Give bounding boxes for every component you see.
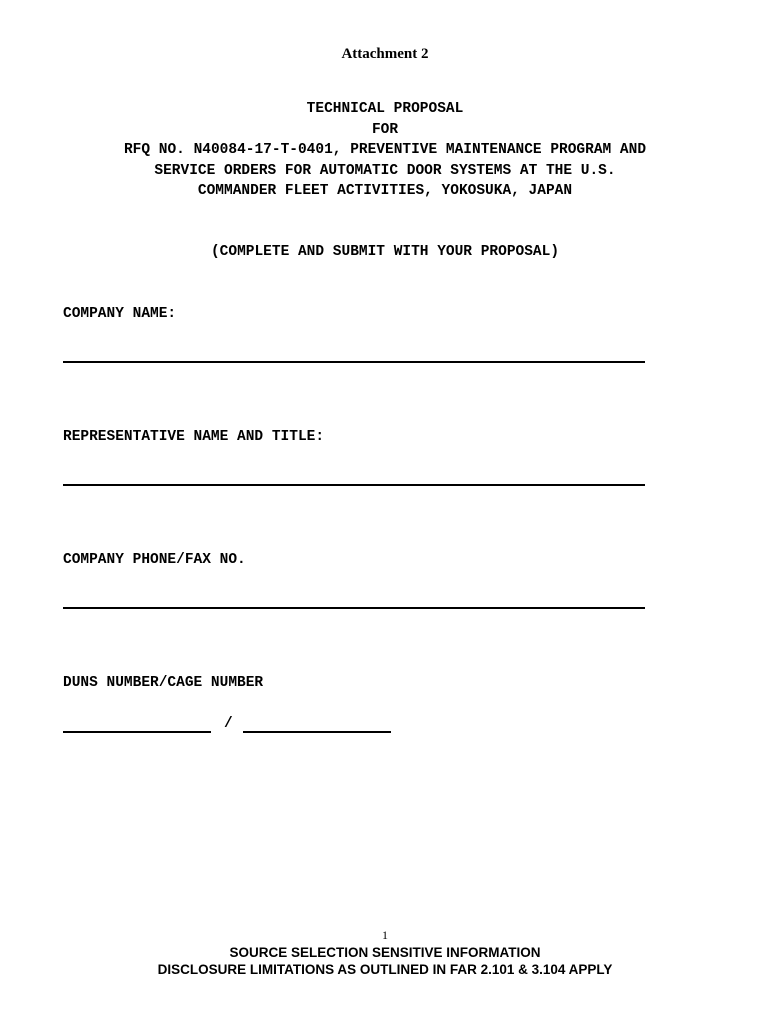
title-line-2: FOR [371,121,399,138]
title-line-5: COMMANDER FLEET ACTIVITIES, YOKOSUKA, JAPAN [197,183,573,199]
company-name-label: COMPANY NAME: [63,306,177,322]
instruction-text: (COMPLETE AND SUBMIT WITH YOUR PROPOSAL) [210,244,560,260]
company-name-line[interactable] [63,361,645,363]
duns-cage-label: DUNS NUMBER/CAGE NUMBER [63,675,264,691]
representative-label: REPRESENTATIVE NAME AND TITLE: [63,429,325,445]
phone-fax-line[interactable] [63,607,645,609]
footer-notice [0,944,770,978]
representative-line[interactable] [63,484,645,486]
phone-fax-label: COMPANY PHONE/FAX NO. [63,552,246,568]
attachment-label: Attachment 2 [341,46,429,62]
title-line-3: RFQ NO. N40084-17-T-0401, PREVENTIVE MAINTENANCE PROGRAM AND [123,142,647,158]
title-line-1: TECHNICAL PROPOSAL [306,101,464,117]
footer-line-2: DISCLOSURE LIMITATIONS AS OUTLINED IN FAR 2.101 & 3.104 APPLY [157,962,613,977]
title-line-4: SERVICE ORDERS FOR AUTOMATIC DOOR SYSTEMS AT THE U.S. [154,162,616,179]
document-title [0,99,770,202]
duns-number-line[interactable] [63,731,211,733]
cage-number-line[interactable] [243,731,391,733]
page-number: 1 [382,928,388,942]
duns-cage-separator: / [224,716,233,732]
footer-line-1: SOURCE SELECTION SENSITIVE INFORMATION [229,945,541,960]
